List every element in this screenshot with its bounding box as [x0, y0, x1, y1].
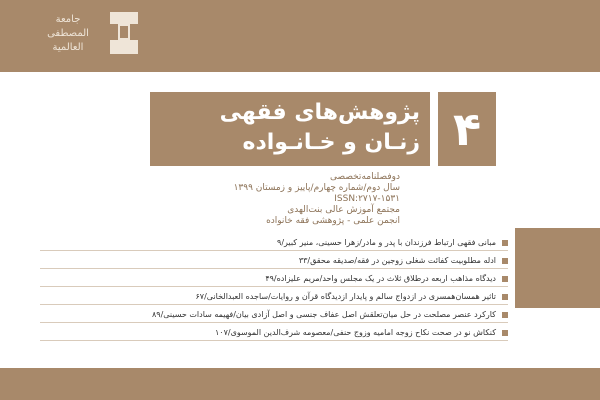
bullet-icon: [502, 258, 508, 264]
bullet-icon: [502, 312, 508, 318]
logo-text-line1: جامعة: [55, 14, 81, 25]
meta-issue: سال دوم/شماره چهارم/پاییز و زمستان ۱۳۹۹: [233, 183, 400, 193]
logo-text-line2: المصطفى: [47, 28, 89, 39]
toc-item: [40, 254, 508, 269]
header-band: [0, 0, 600, 72]
toc-item-text: مبانی فقهی ارتباط فرزندان با پدر و مادر/زهرا حسینی، منیر کبیر/۹: [277, 238, 496, 247]
meta-issn: ISSN:۲۷۱۷-۱۵۳۱: [334, 194, 400, 204]
toc-item: [40, 308, 508, 323]
toc-item-text: کارکرد عنصر مصلحت در حل میان‌تعلقش اصل عفاف جنسی و اصل آزادی بیان/فهیمه سادات حسینی/۸۹: [151, 310, 496, 319]
bullet-icon: [502, 294, 508, 300]
toc-item: [40, 236, 508, 251]
meta-publisher: مجتمع آموزش عالی بنت‌الهدی: [287, 205, 400, 215]
university-logo: [28, 10, 138, 62]
toc-item-text: دیدگاه مذاهب اربعه درطلاق ثلاث در یک مجلس واحد/مریم علیزاده/۴۹: [265, 274, 496, 283]
logo-emblem-icon: [110, 12, 138, 56]
meta-type: دوفصلنامه‌تخصصی: [330, 172, 400, 182]
bullet-icon: [502, 330, 508, 336]
toc-item-text: کنکاش نو در صحت نکاح زوجه امامیه وزوج حنفی/معصومه شرف‌الدین الموسوی/۱۰۷: [214, 328, 496, 337]
toc-item: [40, 272, 508, 287]
toc-item-text: تاثیر همسان‌همسری در ازدواج سالم و پایدار ازدیدگاه قرآن و روایات/ساجده العبدالخانی/۶۷: [195, 292, 496, 301]
journal-meta: [200, 172, 400, 227]
bullet-icon: [502, 276, 508, 282]
side-band: [515, 228, 600, 308]
toc-item: [40, 326, 508, 341]
meta-association: انجمن علمی - پژوهشی فقه خانواده: [266, 216, 400, 226]
toc-item: [40, 290, 508, 305]
toc-item-text: ادله مطلوبیت کفائت شغلی زوجین در فقه/صدیقه محقق/۳۳: [298, 256, 496, 265]
bullet-icon: [502, 240, 508, 246]
title-box: [150, 92, 430, 166]
title-line1: پژوهش‌های فقهی: [219, 100, 420, 125]
footer-band: [0, 368, 600, 400]
issue-number-box: [438, 92, 496, 166]
logo-text-line3: العالمية: [52, 42, 84, 53]
title-line2: زنـان و خـانـواده: [242, 130, 420, 155]
issue-number: ۴: [452, 102, 482, 156]
